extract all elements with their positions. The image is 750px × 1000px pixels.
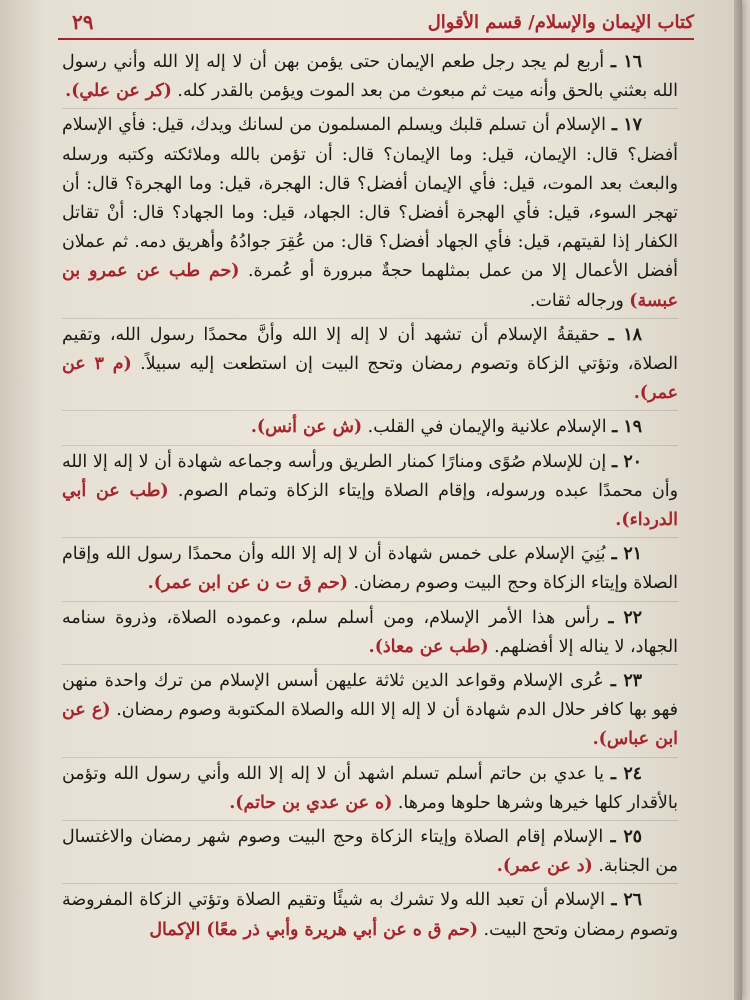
hadith-21 [62,537,678,598]
hadith-20 [62,445,678,536]
hadith-source: (كر عن علي). [65,81,172,102]
hadith-16 [62,48,678,106]
hadith-19 [62,410,678,442]
hadith-source: (م ٣ عن عمر). [62,354,678,404]
hadith-18 [62,318,678,409]
hadith-text: رأس هذا الأمر الإسلام، ومن أسلم سلم، وعموده الصلاة، وذروة سنامه الجهاد، لا يناله إلا أفضلهم. [62,607,678,657]
hadith-source: (حم ق ه عن أبي هريرة وأبي ذر معًا) الإكمال [149,919,479,940]
page-edge [734,0,742,1000]
hadith-text: أربع لم يجد رجل طعم الإيمان حتى يؤمن بهن أن لا إله إلا الله وأني رسول الله بعثني بالحق وأنه ميت ثم مبعوث من بعد الموت ويؤمن بالقدر كله. [62,52,678,102]
page-number: ٢٩ [72,10,94,34]
hadith-number: ١٩ ـ [612,417,642,438]
hadith-list [62,48,678,947]
hadith-source: (د عن عمر). [496,856,593,877]
hadith-24 [62,757,678,818]
hadith-number: ٢٢ ـ [608,607,642,628]
hadith-number: ١٧ ـ [611,115,643,136]
hadith-source: (طب عن أبي الدرداء). [62,480,678,531]
header-rule [58,38,694,40]
hadith-25 [62,820,678,881]
page-header [58,8,694,38]
hadith-text: الإسلام أن تسلم قلبك ويسلم المسلمون من لسانك ويدك، قيل: فأي الإسلام أفضل؟ قال: الإيمان، قيل: وما الإيمان؟ قال: أن تؤمن بالله وملائكته وكتبه ورسله والبعث بعد الموت، قيل: فأي الإيمان أفضل؟ قال: الهجرة، قيل: وما الهجرة؟ قال: أن تهجر السوء، قيل: فأي الهجرة أفضل؟ قال: الجهاد، قيل: وما الجهاد؟ قال: أنْ تقاتل الكفار إذا لقيتهم، قيل: فأي الجهاد أفضل؟ قال: من عُقِرَ جوادُهُ وأهريق دمه. ثم عملان أفضل الأعمال إلا من عمل بمثلهما حجةٌ مبرورة أو عُمرة. [62,115,679,282]
hadith-source: (ع عن ابن عباس). [62,700,678,750]
hadith-22 [62,601,678,662]
hadith-number: ٢٥ ـ [610,827,643,848]
hadith-text: عُرى الإسلام وقواعد الدين ثلاثة عليهن أسس الإسلام من ترك واحدة منهن فهو بها كافر حلال الدم شهادة أن لا إله إلا الله والصلاة المكتوبة وصوم رمضان. [62,671,678,721]
hadith-source: (ش عن أنس). [250,417,363,438]
hadith-26 [62,883,678,944]
hadith-23 [62,664,678,755]
hadith-source: (ه عن عدي بن حاتم). [229,792,393,813]
hadith-number: ٢٦ ـ [611,890,642,911]
hadith-number: ٢٣ ـ [610,671,642,692]
hadith-note: ورجاله ثقات. [529,290,624,311]
hadith-text: حقيقةُ الإسلام أن تشهد أن لا إله إلا الله وأنَّ محمدًا رسول الله، وتقيم الصلاة، وتؤتي الزكاة وتصوم رمضان وتحج البيت إن استطعت إليه سبيلاً. [62,324,679,375]
hadith-text: إن للإسلام صُوًى ومنارًا كمنار الطريق ورأسه وجماعه شهادة أن لا إله إلا الله وأن محمدًا عبده ورسوله، وإقام الصلاة وإيتاء الزكاة وتمام الصوم. [62,451,678,501]
hadith-source: (طب عن معاذ). [368,636,489,657]
hadith-text: الإسلام علانية والإيمان في القلب. [367,417,607,438]
chapter-title: كتاب الإيمان والإسلام/ قسم الأقوال [427,12,694,33]
hadith-number: ١٦ ـ [610,52,642,72]
hadith-source: (حم طب عن عمرو بن عبسة) [62,261,678,311]
hadith-text: يا عدي بن حاتم أسلم تسلم اشهد أن لا إله إلا الله وأني رسول الله وتؤمن بالأقدار كلها خيرها وشرها حلوها ومرها. [62,763,678,813]
hadith-number: ٢١ ـ [611,544,643,565]
hadith-17 [62,108,678,315]
hadith-number: ١٨ ـ [608,324,642,345]
hadith-number: ٢٠ ـ [611,451,642,472]
hadith-text: الإسلام أن تعبد الله ولا تشرك به شيئًا وتقيم الصلاة وتؤتي الزكاة المفروضة وتصوم رمضان وتحج البيت. [62,890,678,940]
hadith-source: (حم ق ت ن عن ابن عمر). [147,573,348,594]
hadith-text: بُنِيَ الإسلام على خمس شهادة أن لا إله إلا الله وأن محمدًا رسول الله وإقام الصلاة وإيتاء الزكاة وحج البيت وصوم رمضان. [62,544,678,594]
hadith-text: الإسلام إقام الصلاة وإيتاء الزكاة وحج البيت وصوم شهر رمضان والاغتسال من الجنابة. [62,827,678,877]
hadith-number: ٢٤ ـ [610,763,642,784]
